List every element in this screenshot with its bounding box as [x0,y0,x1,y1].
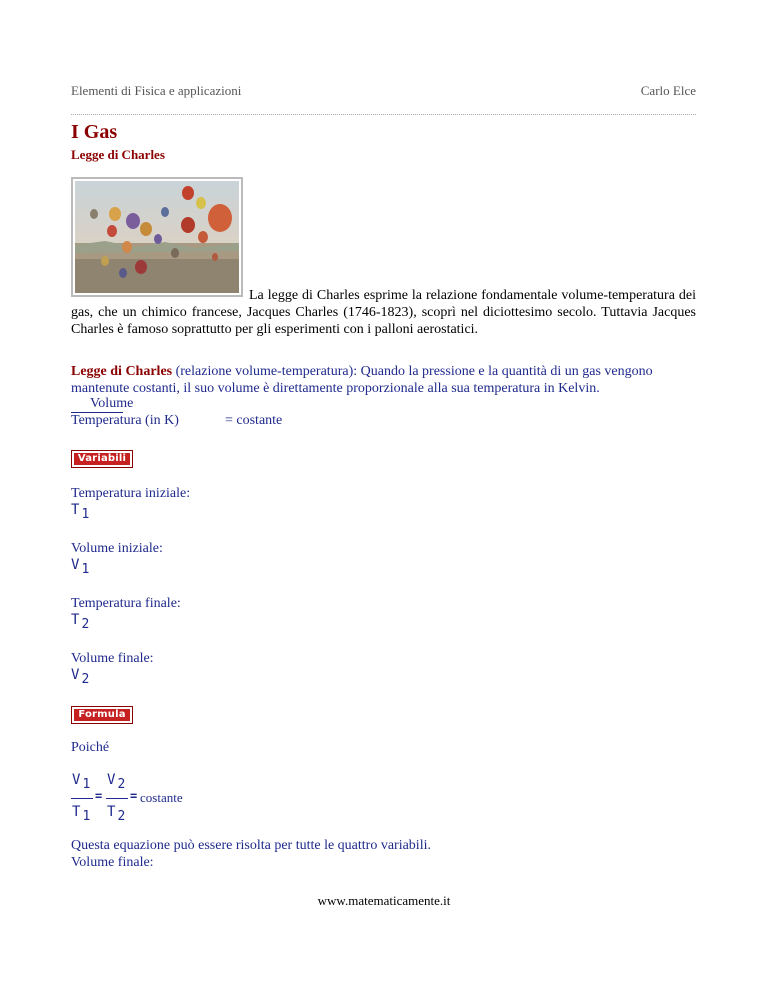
document-header-right: Carlo Elce [640,83,696,98]
formula-equals-2: = [130,789,138,803]
balloons-illustration [75,181,239,293]
closing-line-1: Questa equazione può essere risolta per tutte le quattro variabili. [71,838,431,853]
formula-badge-label: Formula [74,709,130,721]
symbol-subscript: 2 [81,617,90,632]
symbol-letter: V [71,557,80,573]
footer-website: www.matematicamente.it [317,893,451,908]
variable-symbol [71,502,89,522]
symbol-subscript: 1 [81,507,90,522]
symbol-letter: T [71,612,80,628]
formula-intro: Poiché [71,740,110,755]
variable-label: Temperatura finale: [71,596,181,611]
variable-label: Temperatura iniziale: [71,486,191,501]
ratio-denominator: Temperatura (in K) [71,413,179,428]
symbol-letter: T [71,502,80,518]
intro-paragraph: La legge di Charles esprime la relazione fondamentale volume-temperatura dei gas, che un chimico francese, Jacques Charles (1746-1823), scoprì nel diciottesimo secolo. Tuttavia Jacques Charles è famoso soprattutto per gli esperimenti con i palloni aerostatici. [71,288,696,337]
section-subtitle: Legge di Charles [71,147,165,162]
formula-denominator-1: T $_1$ [72,804,91,824]
ratio-equals-constant: = costante [225,413,283,428]
symbol-subscript: 1 [81,562,90,577]
symbol-letter: V [71,667,80,683]
formula-badge [71,706,133,724]
fraction-bar-1 [71,798,93,799]
variable-symbol [71,612,89,632]
formula-constant: costante [140,790,183,805]
variable-label: Volume finale: [71,651,154,666]
formula-numerator-1: V $_1$ [72,772,91,792]
charles-formula [71,772,211,822]
fraction-bar-2 [106,798,128,799]
variable-symbol [71,667,89,687]
formula-numerator-2: V $_2$ [107,772,126,792]
ratio-numerator: Volume [90,396,134,411]
page-title: I Gas [71,121,118,143]
formula-denominator-2: T $_2$ [107,804,126,824]
law-text: (relazione volume-temperatura): Quando la pressione e la quantità di un gas vengono mantenute costanti, il suo volume è direttamente proporzionale alla sua temperatura in Kelvin. [71,364,653,396]
header-divider [71,114,696,115]
hot-air-balloons-photo [71,177,243,297]
law-statement [71,363,696,397]
variables-badge-label: Variabili [74,453,130,465]
formula-equals-1: = [95,789,103,803]
variables-badge [71,450,133,468]
closing-line-2: Volume finale: [71,855,154,870]
variable-label: Volume iniziale: [71,541,163,556]
symbol-subscript: 2 [81,672,90,687]
law-name: Legge di Charles [71,364,173,379]
variable-symbol [71,557,89,577]
document-header-left: Elementi di Fisica e applicazioni [71,83,242,98]
